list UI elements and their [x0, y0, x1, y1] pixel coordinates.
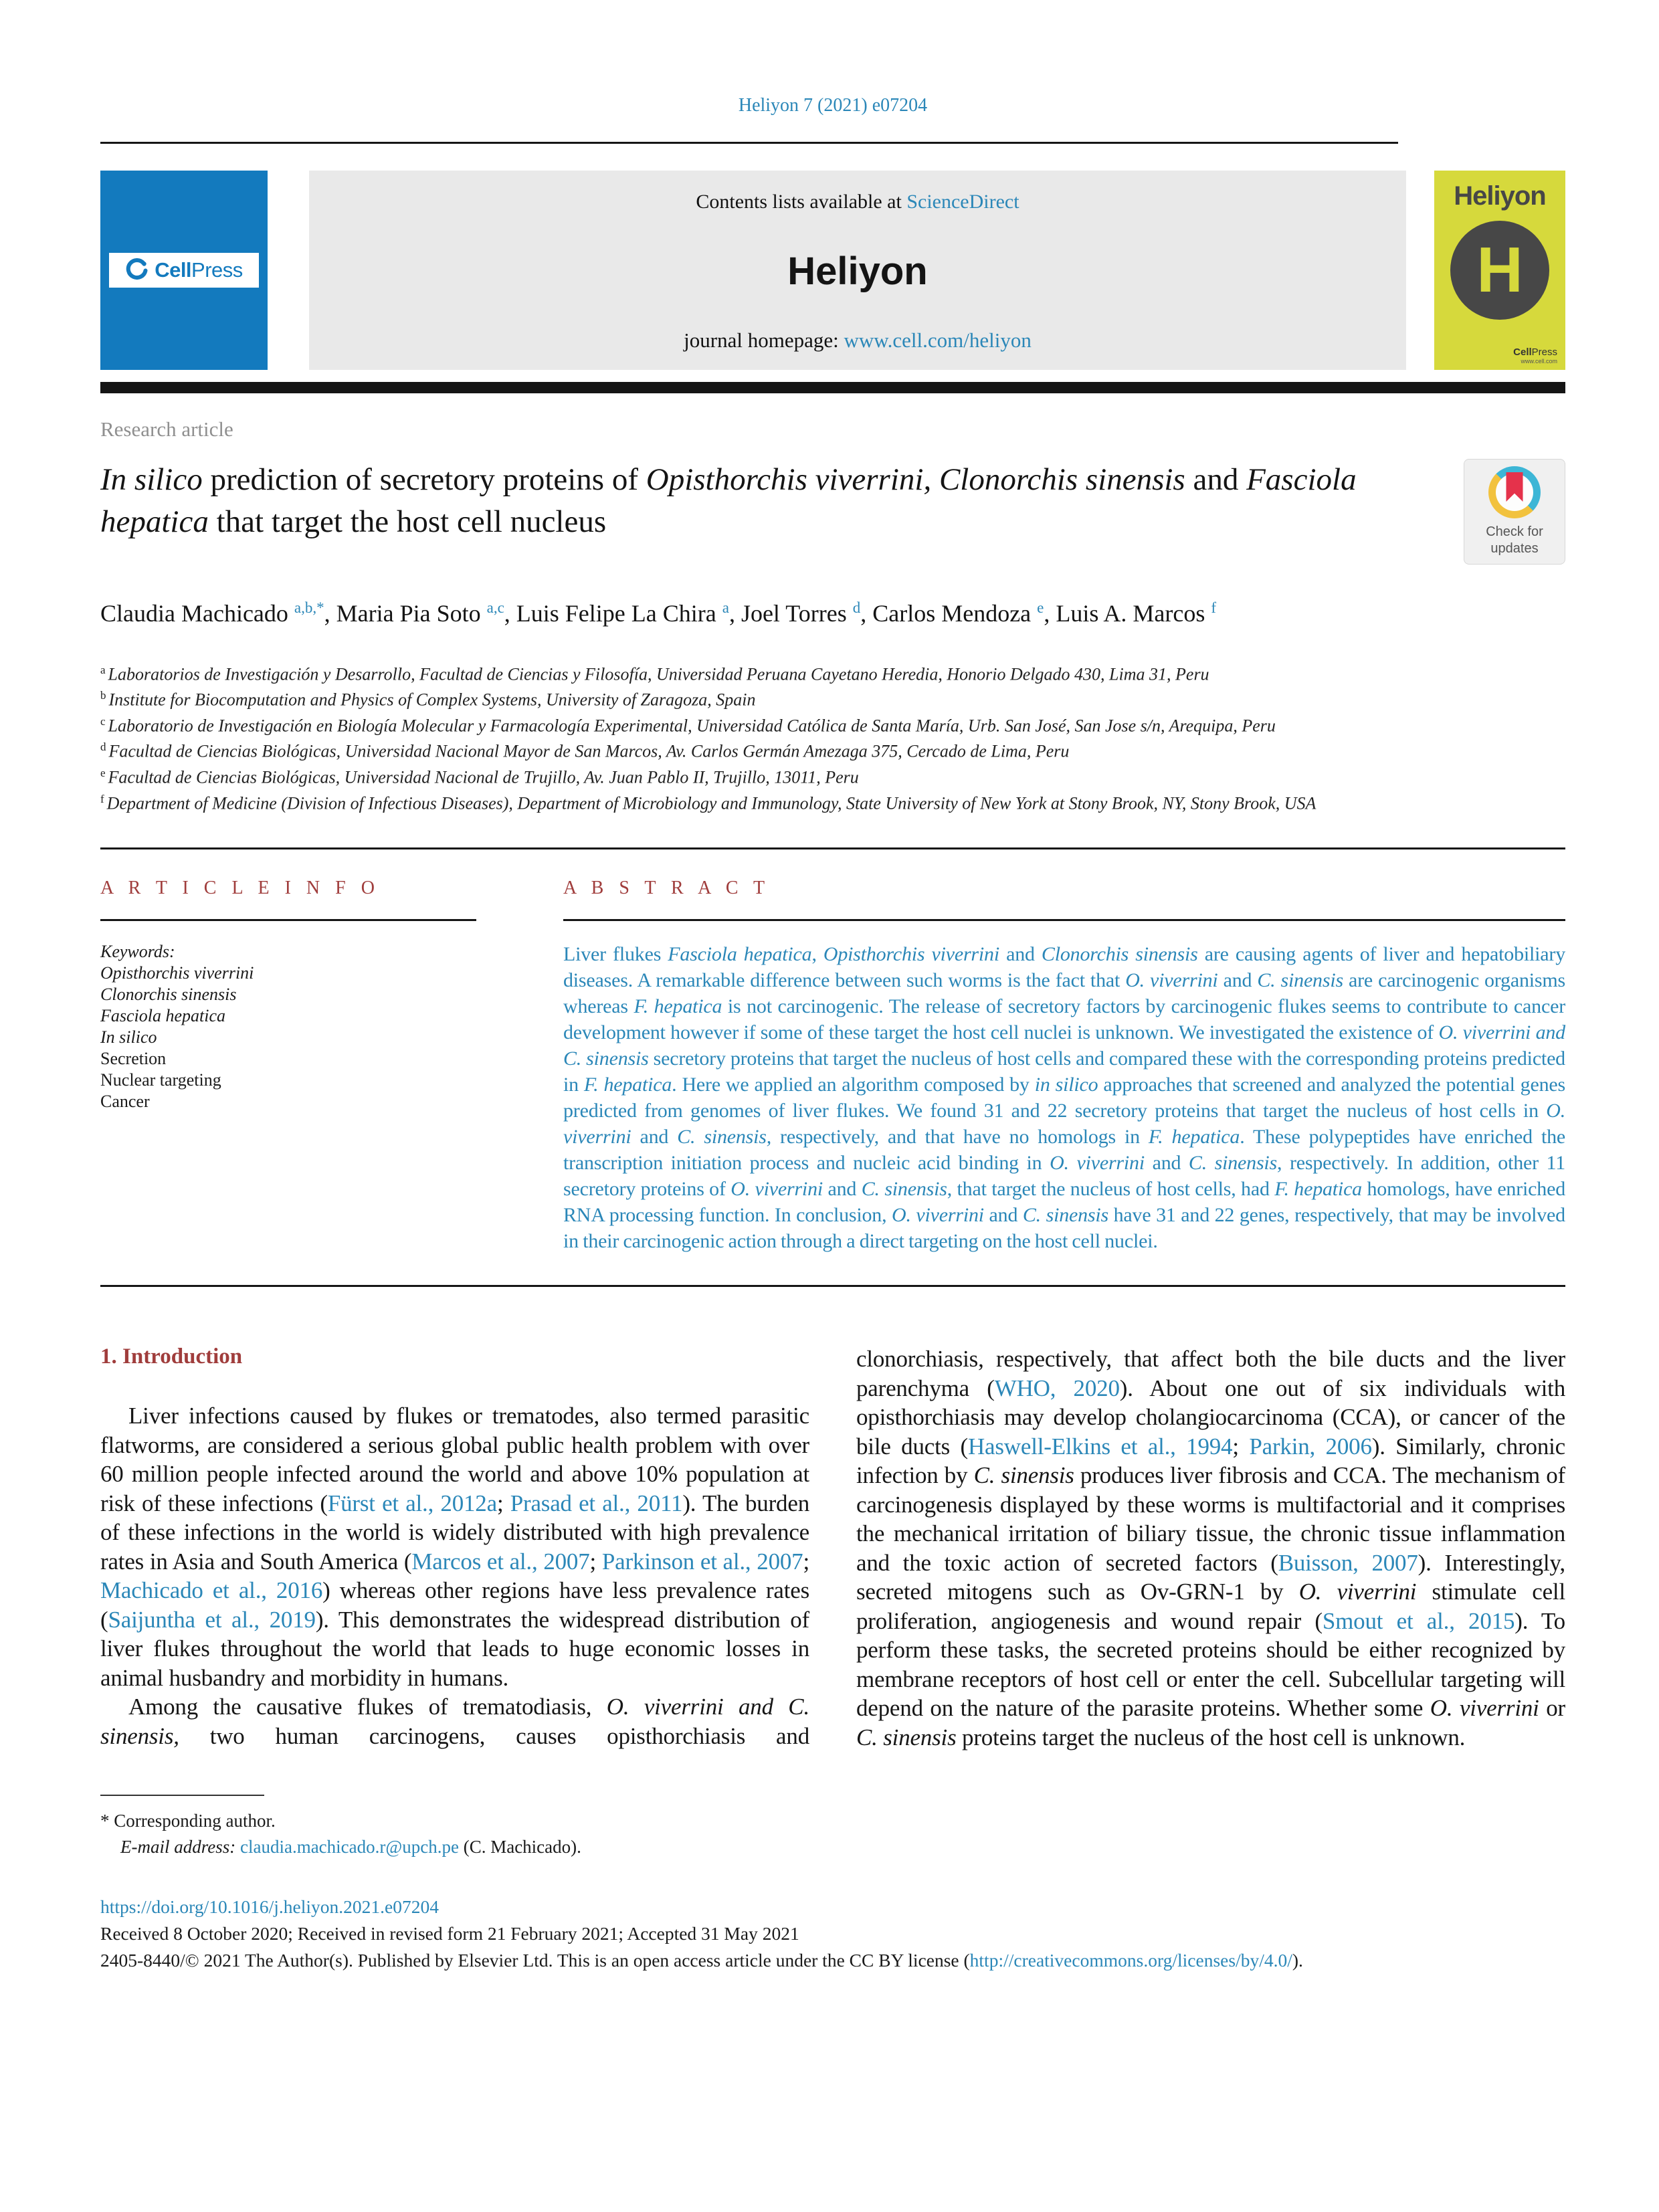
- heliyon-logo-footer: [1513, 346, 1557, 365]
- cellpress-swirl-icon: [125, 258, 149, 282]
- citation-rule: [100, 142, 1398, 144]
- keyword-item: Clonorchis sinensis: [100, 985, 237, 1005]
- title-row: [100, 459, 1565, 565]
- affiliation-item: $^c$ Laboratorio de Investigación en Biología Molecular y Farmacología Experimental, Universidad Católica de Santa María, Urb. San José, San Jose s/n, Arequipa, Peru: [100, 714, 1276, 736]
- heliyon-wordmark: Heliyon: [1454, 181, 1546, 211]
- header-divider-bar: [100, 382, 1565, 393]
- intro-right-column: [856, 1344, 1565, 1752]
- keyword-item: Opisthorchis viverrini: [100, 963, 254, 983]
- affiliation-item: $^d$ Facultad de Ciencias Biológicas, Universidad Nacional Mayor de San Marcos, Av. Carlos Germán Amezaga 375, Cercado de Lima, Peru: [100, 740, 1070, 762]
- keyword-item: Secretion: [100, 1049, 167, 1069]
- intro-paragraph: Liver infections caused by flukes or trematodes, also termed parasitic flatworms, are considered a serious global public health problem with over 60 million people infected around the world and above 10% population at risk of these infections (Fürst et al., 2012a; Prasad et al., 2011). The burden of these infections in the world is widely distributed with high prevalence rates in Asia and South America (Marcos et al., 2007; Parkinson et al., 2007; Machicado et al., 2016) whereas other regions have less prevalence rates (Saijuntha et al., 2019). This demonstrates the widespread distribution of liver flukes throughout the world that leads to huge economic losses in animal husbandry and morbidity in humans.: [100, 1403, 810, 1691]
- inline-link[interactable]: Parkinson et al., 2007: [601, 1548, 803, 1575]
- affiliation-item: $^b$ Institute for Biocomputation and Physics of Complex Systems, University of Zaragoza, Spain: [100, 689, 756, 710]
- inline-link[interactable]: claudia.machicado.r@upch.pe: [239, 1837, 459, 1857]
- heliyon-cellpress-url: www.cell.com: [1521, 358, 1557, 365]
- introduction-section: [100, 1344, 1565, 1752]
- journal-header: [100, 171, 1565, 370]
- contents-prefix: Contents lists available at: [696, 191, 907, 213]
- footnote-rule: [100, 1795, 264, 1796]
- heliyon-cellpress-mark: CellPress: [1513, 346, 1557, 358]
- keyword-item: In silico: [100, 1027, 157, 1047]
- abstract-heading: A B S T R A C T: [563, 878, 771, 899]
- heliyon-monogram: H: [1476, 234, 1523, 306]
- homepage-line: [684, 328, 1032, 353]
- inline-link[interactable]: Prasad et al., 2011: [510, 1490, 683, 1516]
- article-type-label: Research article: [100, 417, 233, 441]
- received-dates: Received 8 October 2020; Received in revised form 21 February 2021; Accepted 31 May 2021: [100, 1923, 799, 1944]
- section-divider: [100, 1285, 1565, 1287]
- affiliation-list: [100, 660, 1418, 815]
- intro-paragraph: clonorchiasis, respectively, that affect both the bile ducts and the liver parenchyma (WHO, 2020). About one out of six individuals with opisthorchiasis may develop cholangiocarcinoma (CCA), or cancer of the bile ducts (Haswell-Elkins et al., 1994; Parkin, 2006). Similarly, chronic infection by C. sinensis produces liver fibrosis and CCA. The mechanism of carcinogenesis displayed by these worms is multifactorial and it comprises the mechanical irritation of biliary tissue, the chronic tissue inflammation and the toxic action of secreted factors (Buisson, 2007). Interestingly, secreted mitogens such as Ov-GRN-1 by O. viverrini stimulate cell proliferation, angiogenesis and wound repair (Smout et al., 2015). To perform these tasks, the secreted proteins should be either recognized by membrane receptors of host cell or enter the cell. Subcellular targeting will depend on the nature of the parasite proteins. Whether some O. viverrini or C. sinensis proteins target the nucleus of the host cell is unknown.: [856, 1346, 1565, 1750]
- inline-link[interactable]: Buisson, 2007: [1278, 1549, 1418, 1576]
- affiliation-item: $^f$ Department of Medicine (Division of Infectious Diseases), Department of Microbiology and Immunology, State University of New York at Stony Brook, NY, Stony Brook, USA: [100, 792, 1316, 813]
- author-list: Claudia Machicado $^{a,b,*}$, Maria Pia Soto $^{a,c}$, Luis Felipe La Chira $^a$, Joel Torres $^d$, Carlos Mendoza $^e$, Luis A. Marcos $^f$: [100, 599, 1217, 627]
- inline-link[interactable]: Machicado et al., 2016: [100, 1577, 323, 1604]
- abstract-column: [563, 878, 1565, 1254]
- keyword-item: Nuclear targeting: [100, 1070, 221, 1090]
- sciencedirect-link[interactable]: ScienceDirect: [906, 191, 1019, 213]
- article-title: In silico prediction of secretory proteins of Opisthorchis viverrini, Clonorchis sinensis and Fasciola hepatica that target the host cell nucleus: [100, 462, 1357, 539]
- footer-block: [100, 1894, 1565, 1974]
- article-info-column: [100, 878, 476, 1112]
- keywords-label: Keywords:: [100, 942, 175, 962]
- cellpress-logo[interactable]: [100, 171, 268, 370]
- homepage-prefix: journal homepage:: [684, 328, 844, 352]
- keyword-item: Fasciola hepatica: [100, 1006, 226, 1026]
- inline-link[interactable]: Saijuntha et al., 2019: [108, 1606, 316, 1633]
- article-info-rule: [100, 919, 476, 921]
- crossmark-icon: [1488, 466, 1541, 518]
- introduction-heading: 1. Introduction: [100, 1344, 243, 1369]
- email-line: E-mail address: claudia.machicado.r@upch.pe (C. Machicado).: [120, 1837, 581, 1857]
- info-abstract-section: [100, 878, 1565, 1254]
- check-for-updates-badge[interactable]: [1464, 459, 1565, 565]
- cellpress-logo-stripe: [109, 253, 259, 288]
- page-citation: Heliyon 7 (2021) e07204: [738, 95, 928, 116]
- article-info-heading: A R T I C L E I N F O: [100, 878, 380, 899]
- keyword-item: Cancer: [100, 1092, 150, 1112]
- inline-link[interactable]: WHO, 2020: [994, 1375, 1120, 1401]
- corresponding-author-note: * Corresponding author.: [100, 1811, 276, 1831]
- keywords-block: [100, 941, 476, 1112]
- contents-line: [696, 191, 1019, 213]
- inline-link[interactable]: Fürst et al., 2012a: [327, 1490, 497, 1516]
- intro-left-column: [100, 1344, 809, 1750]
- abstract-rule: [563, 919, 1565, 921]
- heliyon-logo[interactable]: [1434, 171, 1565, 370]
- doi-link[interactable]: https://doi.org/10.1016/j.heliyon.2021.e07204: [100, 1896, 439, 1918]
- heliyon-monogram-circle: [1450, 221, 1549, 320]
- check-for-updates-label: Check for updates: [1486, 524, 1543, 556]
- homepage-link[interactable]: www.cell.com/heliyon: [844, 328, 1032, 352]
- inline-link[interactable]: http://creativecommons.org/licenses/by/4.0/: [969, 1950, 1292, 1971]
- license-line: 2405-8440/© 2021 The Author(s). Published by Elsevier Ltd. This is an open access article under the CC BY license (http://creativecommons.org/licenses/by/4.0/).: [100, 1950, 1303, 1971]
- cellpress-wordmark: CellPress: [155, 258, 243, 282]
- inline-link[interactable]: Parkin, 2006: [1249, 1433, 1372, 1460]
- inline-link[interactable]: Smout et al., 2015: [1322, 1607, 1515, 1634]
- journal-banner: [309, 171, 1406, 370]
- inline-link[interactable]: Haswell-Elkins et al., 1994: [967, 1433, 1233, 1460]
- section-divider: [100, 847, 1565, 849]
- intro-paragraph: Among the causative flukes of trematodiasis, O. viverrini and C. sinensis, two human carcinogens, causes opisthorchiasis and: [100, 1694, 809, 1749]
- inline-link[interactable]: Marcos et al., 2007: [411, 1548, 590, 1575]
- affiliation-item: $^a$ Laboratorios de Investigación y Desarrollo, Facultad de Ciencias y Filosofía, Universidad Peruana Cayetano Heredia, Honorio Delgado 430, Lima 31, Peru: [100, 663, 1209, 684]
- affiliation-item: $^e$ Facultad de Ciencias Biológicas, Universidad Nacional de Trujillo, Av. Juan Pablo II, Trujillo, 13011, Peru: [100, 767, 859, 787]
- journal-title: Heliyon: [787, 249, 928, 293]
- abstract-text: Liver flukes Fasciola hepatica, Opisthorchis viverrini and Clonorchis sinensis are causing agents of liver and hepatobiliary diseases. A remarkable difference between such worms is the fact that O. viverrini and C. sinensis are carcinogenic organisms whereas F. hepatica is not carcinogenic. The release of secretory factors by carcinogenic flukes seems to contribute to cancer development however if some of these target the host cell nuclei is unknown. We investigated the existence of O. viverrini and C. sinensis secretory proteins that target the nucleus of host cells and compared these with the corresponding proteins predicted in F. hepatica. Here we applied an algorithm composed by in silico approaches that screened and analyzed the potential genes predicted from genomes of liver flukes. We found 31 and 22 secretory proteins that target the nucleus of host cells in O. viverrini and C. sinensis, respectively, and that have no homologs in F. hepatica. These polypeptides have enriched the transcription initiation process and nucleic acid binding in O. viverrini and C. sinensis, respectively. In addition, other 11 secretory proteins of O. viverrini and C. sinensis, that target the nucleus of host cells, had F. hepatica homologs, have enriched RNA processing function. In conclusion, O. viverrini and C. sinensis have 31 and 22 genes, respectively, that may be involved in their carcinogenic action through a direct targeting on the host cell nuclei.: [563, 943, 1566, 1253]
- footnote-block: [100, 1795, 1565, 1857]
